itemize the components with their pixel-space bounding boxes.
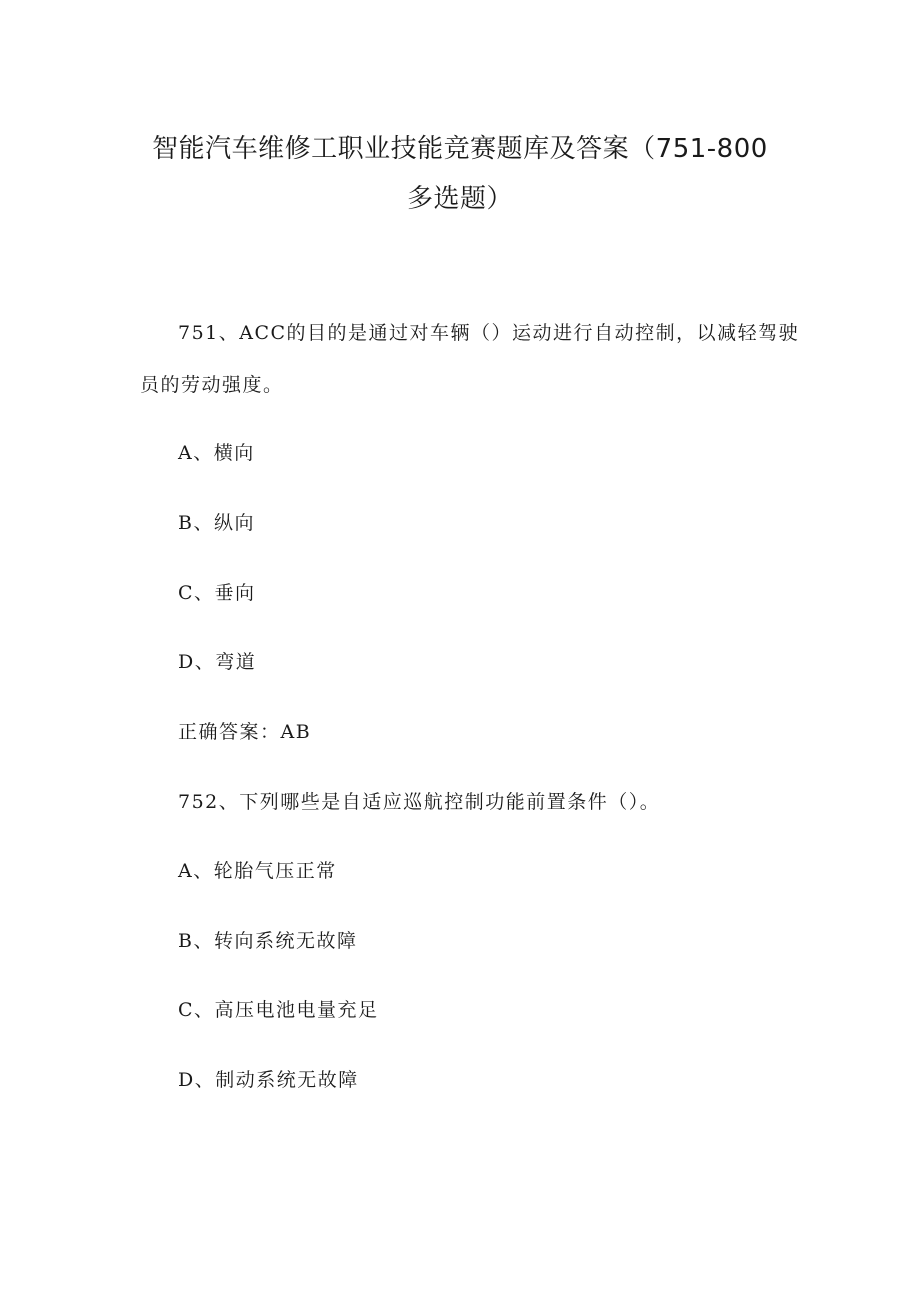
question-751-option-c: C、垂向 xyxy=(178,582,256,604)
question-752-option-d: D、制动系统无故障 xyxy=(178,1069,359,1091)
question-752-option-c: C、高压电池电量充足 xyxy=(178,999,379,1021)
document-title-line-1: 智能汽车维修工职业技能竞赛题库及答案（751-800 xyxy=(152,134,768,164)
document-title-line-2: 多选题） xyxy=(406,184,513,214)
question-751-option-a: A、横向 xyxy=(178,442,255,464)
question-752-stem-line-1: 752、下列哪些是自适应巡航控制功能前置条件（）。 xyxy=(178,791,661,813)
question-751-stem-line-2: 员的劳动强度。 xyxy=(140,374,284,396)
question-751-answer: 正确答案：AB xyxy=(178,721,312,743)
question-752-option-b: B、转向系统无故障 xyxy=(178,930,358,952)
question-751-option-b: B、纵向 xyxy=(178,512,255,534)
question-752-option-a: A、轮胎气压正常 xyxy=(178,860,337,882)
question-751-stem-line-1: 751、ACC的目的是通过对车辆（）运动进行自动控制，以减轻驾驶 xyxy=(178,322,800,344)
question-751-option-d: D、弯道 xyxy=(178,651,257,673)
